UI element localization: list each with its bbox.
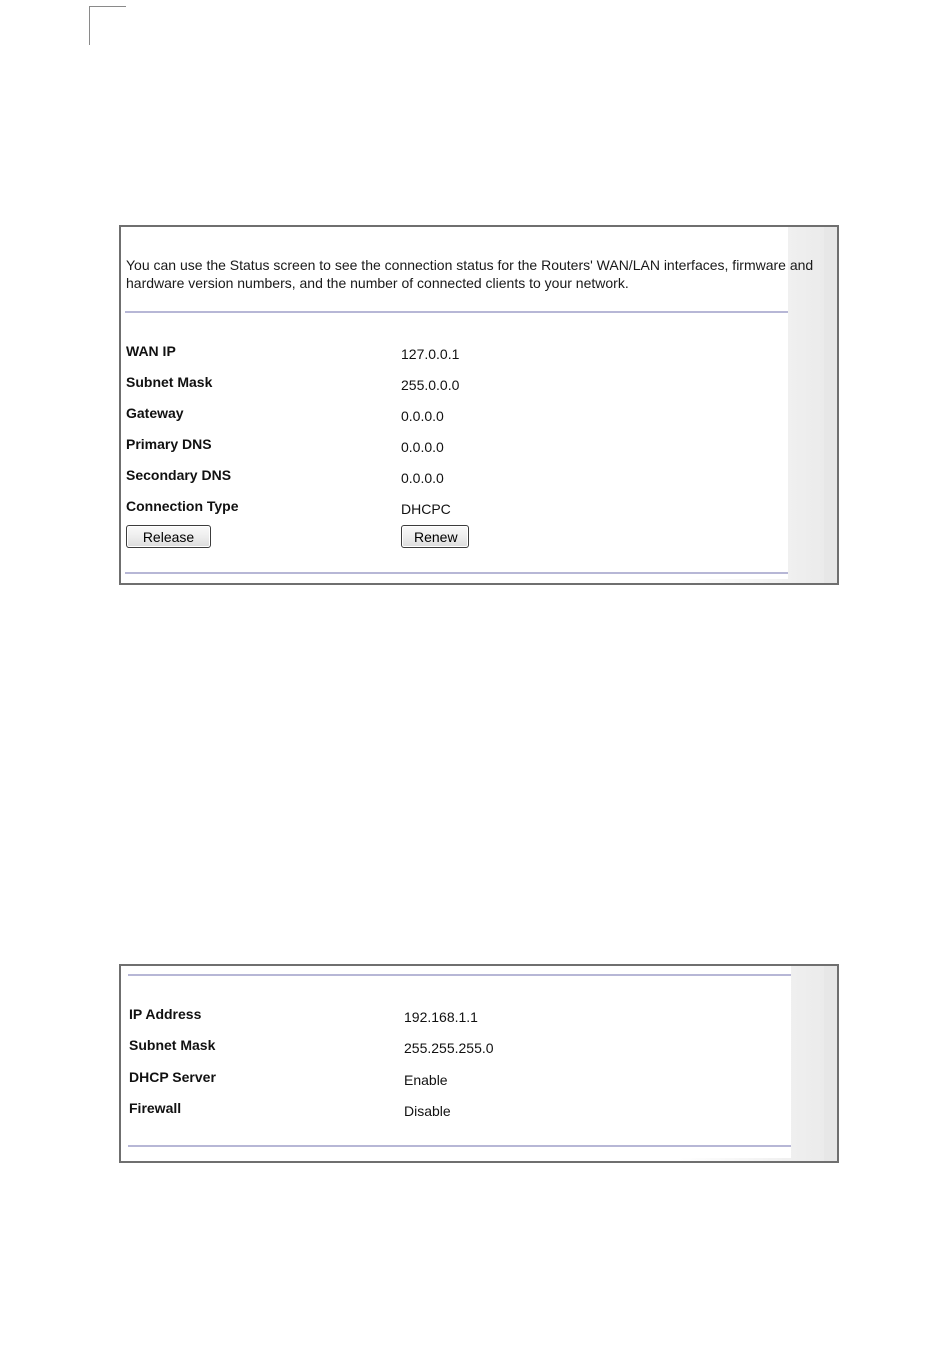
subnet-mask-row xyxy=(126,374,746,394)
dhcp-server-row xyxy=(129,1069,749,1089)
lan-panel-side-strip xyxy=(824,966,837,1161)
subnet-mask-value: 255.0.0.0 xyxy=(401,377,460,393)
dhcp-server-label: DHCP Server xyxy=(129,1069,216,1085)
bottom-divider xyxy=(125,572,788,574)
secondary-dns-row xyxy=(126,467,746,487)
panel-side-strip xyxy=(824,227,837,583)
wan-ip-value: 127.0.0.1 xyxy=(401,346,460,362)
secondary-dns-value: 0.0.0.0 xyxy=(401,470,444,486)
secondary-dns-label: Secondary DNS xyxy=(126,467,232,483)
firewall-label: Firewall xyxy=(129,1100,182,1116)
wan-ip-label: WAN IP xyxy=(126,343,176,359)
lan-bottom-divider xyxy=(128,1145,791,1147)
renew-button[interactable]: Renew xyxy=(401,525,469,548)
wan-status-panel xyxy=(119,225,839,585)
connection-type-row xyxy=(126,498,746,518)
top-divider xyxy=(125,311,788,313)
lan-subnet-mask-label: Subnet Mask xyxy=(129,1037,216,1053)
gateway-row xyxy=(126,405,746,425)
gateway-value: 0.0.0.0 xyxy=(401,408,444,424)
ip-address-row xyxy=(129,1006,749,1026)
ip-address-label: IP Address xyxy=(129,1006,202,1022)
release-button[interactable]: Release xyxy=(126,525,211,548)
subnet-mask-label: Subnet Mask xyxy=(126,374,213,390)
wan-status-content xyxy=(121,227,814,579)
connection-type-value: DHCPC xyxy=(401,501,451,517)
ip-address-value: 192.168.1.1 xyxy=(404,1009,478,1025)
page-corner-mark xyxy=(89,6,126,45)
primary-dns-label: Primary DNS xyxy=(126,436,212,452)
firewall-row xyxy=(129,1100,749,1120)
firewall-value: Disable xyxy=(404,1103,451,1119)
primary-dns-row xyxy=(126,436,746,456)
lan-subnet-mask-row xyxy=(129,1037,749,1057)
connection-type-label: Connection Type xyxy=(126,498,239,514)
gateway-label: Gateway xyxy=(126,405,184,421)
dhcp-server-value: Enable xyxy=(404,1072,448,1088)
lan-top-divider xyxy=(128,974,791,976)
lan-subnet-mask-value: 255.255.255.0 xyxy=(404,1040,494,1056)
wan-ip-row xyxy=(126,343,746,363)
lan-status-panel xyxy=(119,964,839,1163)
primary-dns-value: 0.0.0.0 xyxy=(401,439,444,455)
status-intro-text: You can use the Status screen to see the connection status for the Routers' WAN/LAN interfaces, firmware and hardware version numbers, and the number of connected clients to your network. xyxy=(126,257,814,291)
lan-status-content xyxy=(121,966,791,1158)
